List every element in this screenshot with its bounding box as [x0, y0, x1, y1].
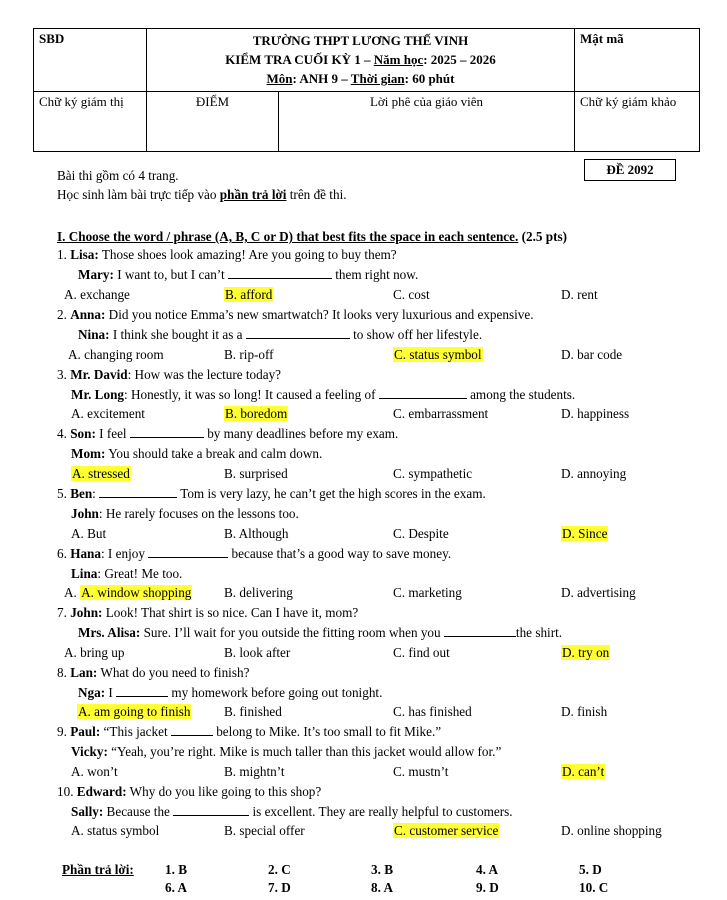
- option-d: D. rent: [561, 287, 598, 302]
- answer-6: 6. A: [165, 880, 187, 895]
- exam-prefix: KIỂM TRA CUỐI KỲ 1 –: [225, 52, 374, 67]
- question-text: : He rarely focuses on the lessons too.: [98, 506, 299, 521]
- answer-blank: [246, 326, 350, 339]
- question-1-line-2: [78, 266, 418, 283]
- question-1-line-1: [57, 246, 397, 263]
- school-cell: [147, 29, 575, 92]
- option-b: B. rip-off: [224, 347, 274, 362]
- option-d: [561, 525, 608, 542]
- question-8-line-1: [57, 664, 249, 681]
- answer-7: 7. D: [268, 880, 291, 895]
- option-d-highlighted: D. Since: [562, 526, 608, 541]
- option-d-highlighted: D. try on: [562, 645, 610, 660]
- answer-10: 10. C: [579, 880, 609, 895]
- question-text: because that’s a good way to save money.: [228, 546, 452, 561]
- answer-8: 8. A: [371, 880, 393, 895]
- option-c: C. find out: [393, 645, 450, 660]
- speaker: Mrs. Alisa:: [78, 625, 141, 640]
- question-text: my homework before going out tonight.: [168, 685, 383, 700]
- question-text: : I enjoy: [100, 546, 149, 561]
- question-7-line-2: [78, 624, 562, 641]
- option-c: [393, 822, 499, 839]
- answer-blank: [173, 803, 249, 816]
- option-a: A. exchange: [64, 287, 130, 302]
- option-d-highlighted: D. can’t: [562, 764, 605, 779]
- sbd-label: SBD: [39, 31, 65, 46]
- option-c: [393, 346, 483, 363]
- question-2-line-2: [78, 326, 482, 343]
- answer-5: 5. D: [579, 862, 602, 877]
- question-text: Why do you like going to this shop?: [126, 784, 322, 799]
- option-a-highlighted: A. am going to finish: [78, 704, 191, 719]
- option-d: [561, 763, 605, 780]
- question-text: “This jacket: [100, 724, 171, 739]
- exam-code-box: ĐỀ 2092: [584, 159, 676, 181]
- question-text: : How was the lecture today?: [127, 367, 282, 382]
- speaker: Sally:: [71, 804, 104, 819]
- question-5-line-2: [71, 505, 299, 522]
- answer-blank: [171, 723, 213, 736]
- option-a: A. excitement: [71, 406, 145, 421]
- option-b: B. Although: [224, 526, 289, 541]
- code-cell: [575, 29, 700, 92]
- subject-line: [152, 69, 569, 88]
- instr-suffix: trên đề thi.: [286, 187, 347, 202]
- option-a: A. bring up: [64, 645, 125, 660]
- question-7-line-1: [57, 604, 358, 621]
- speaker: Hana: [70, 546, 101, 561]
- option-b-highlighted: B. afford: [225, 287, 273, 302]
- option-d: D. annoying: [561, 466, 627, 481]
- question-4-line-1: [57, 425, 398, 442]
- speaker: Mom:: [71, 446, 106, 461]
- option-d: D. finish: [561, 704, 608, 719]
- question-number: 6.: [57, 546, 71, 561]
- intro-instruction: [57, 187, 347, 203]
- answer-9: 9. D: [476, 880, 499, 895]
- question-4-line-2: [71, 445, 322, 462]
- score-label: ĐIỂM: [195, 94, 230, 109]
- speaker: Anna:: [70, 307, 106, 322]
- option-b: [224, 405, 288, 422]
- answer-blank: [130, 425, 204, 438]
- question-5-line-1: [57, 485, 486, 502]
- answer-blank: [148, 545, 228, 558]
- question-10-line-2: [71, 803, 513, 820]
- school-name: TRƯỜNG THPT LƯƠNG THẾ VINH: [252, 33, 469, 48]
- teacher-comment-label: Lời phê của giáo viên: [369, 94, 483, 109]
- section-points: (2.5 pts): [518, 229, 568, 244]
- speaker: Son:: [70, 426, 96, 441]
- answer-2: 2. C: [268, 862, 291, 877]
- option-c: C. mustn’t: [393, 764, 449, 779]
- question-number: 2.: [57, 307, 71, 322]
- question-text: What do you need to finish?: [97, 665, 250, 680]
- speaker: Mr. David: [70, 367, 128, 382]
- answer-key-label: Phần trả lời:: [62, 862, 134, 877]
- exam-term: [152, 50, 569, 69]
- question-text: is excellent. They are really helpful to customers.: [249, 804, 513, 819]
- option-a-highlighted: A. stressed: [72, 466, 130, 481]
- question-number: 10.: [57, 784, 77, 799]
- speaker: Vicky:: [71, 744, 108, 759]
- option-a: [71, 465, 131, 482]
- speaker: Nina:: [78, 327, 110, 342]
- question-number: 8.: [57, 665, 71, 680]
- question-text: You should take a break and calm down.: [105, 446, 323, 461]
- option-b: B. surprised: [224, 466, 288, 481]
- question-text: to show off her lifestyle.: [349, 327, 483, 342]
- exam-header-table: [33, 28, 700, 152]
- sbd-cell: [34, 29, 147, 92]
- option-d: D. bar code: [561, 347, 623, 362]
- option-d: D. happiness: [561, 406, 630, 421]
- score-cell: [147, 92, 279, 152]
- code-label: Mật mã: [580, 31, 624, 46]
- question-text: Those shoes look amazing! Are you going to buy them?: [98, 247, 397, 262]
- option-a: A. won’t: [71, 764, 118, 779]
- option-c: C. Despite: [393, 526, 449, 541]
- option-b: B. special offer: [224, 823, 305, 838]
- examiner-signature-label: Chữ ký giám khảo: [580, 94, 677, 109]
- option-b-highlighted: B. boredom: [225, 406, 288, 421]
- proctor-signature-cell: [34, 92, 147, 152]
- instr-prefix: Học sinh làm bài trực tiếp vào: [57, 187, 220, 202]
- question-text: I: [105, 685, 117, 700]
- proctor-signature-label: Chữ ký giám thị: [39, 94, 124, 109]
- question-8-line-2: [78, 684, 382, 701]
- option-b: B. look after: [224, 645, 291, 660]
- answer-3: 3. B: [371, 862, 393, 877]
- time-label: Thời gian: [350, 71, 405, 86]
- question-6-line-2: [71, 565, 182, 582]
- option-b: [224, 286, 273, 303]
- question-number: 7.: [57, 605, 71, 620]
- question-text: :: [92, 486, 100, 501]
- question-number: 3.: [57, 367, 71, 382]
- year-value: : 2025 – 2026: [423, 52, 496, 67]
- question-2-line-1: [57, 306, 534, 323]
- instr-bold: phần trả lời: [219, 187, 287, 202]
- option-c: C. cost: [393, 287, 430, 302]
- teacher-comment-cell: [279, 92, 575, 152]
- question-text: Because the: [103, 804, 174, 819]
- option-b: B. finished: [224, 704, 282, 719]
- answer-blank: [116, 684, 168, 697]
- question-3-line-1: [57, 366, 281, 383]
- speaker: John:: [70, 605, 103, 620]
- option-c-highlighted: C. customer service: [394, 823, 499, 838]
- question-text: Tom is very lazy, he can’t get the high scores in the exam.: [177, 486, 486, 501]
- option-a: A. status symbol: [71, 823, 160, 838]
- question-text: I want to, but I can’t: [113, 267, 228, 282]
- question-text: : Honestly, it was so long! It caused a feeling of: [124, 387, 379, 402]
- question-text: Sure. I’ll wait for you outside the fitting room when you: [140, 625, 444, 640]
- answer-blank: [379, 386, 467, 399]
- question-text: the shirt.: [515, 625, 563, 640]
- question-text: I feel: [95, 426, 130, 441]
- speaker: Mary:: [78, 267, 114, 282]
- option-d: D. online shopping: [561, 823, 662, 838]
- answer-blank: [228, 266, 332, 279]
- question-text: Did you notice Emma’s new smartwatch? It looks very luxurious and expensive.: [105, 307, 534, 322]
- option-d: D. advertising: [561, 585, 636, 600]
- option-d: [561, 644, 610, 661]
- question-text: belong to Mike. It’s too small to fit Mike.”: [212, 724, 442, 739]
- speaker: Ben: [70, 486, 93, 501]
- option-a-highlighted: A. window shopping: [81, 585, 192, 600]
- intro-pages: Bài thi gồm có 4 trang.: [57, 168, 179, 183]
- question-text: “Yeah, you’re right. Mike is much taller than this jacket would allow for.”: [107, 744, 502, 759]
- answer-blank: [99, 485, 177, 498]
- question-9-line-1: [57, 723, 441, 740]
- year-label: Năm học: [373, 52, 424, 67]
- option-c: C. embarrassment: [393, 406, 489, 421]
- question-number: 1.: [57, 247, 71, 262]
- option-a: A. changing room: [68, 347, 164, 362]
- question-6-line-1: [57, 545, 451, 562]
- speaker: Paul:: [70, 724, 101, 739]
- speaker: Lina: [71, 566, 98, 581]
- option-a: [77, 703, 191, 720]
- question-text: I think she bought it as a: [109, 327, 246, 342]
- examiner-signature-cell: [575, 92, 700, 152]
- option-c: C. sympathetic: [393, 466, 473, 481]
- option-c: C. has finished: [393, 704, 472, 719]
- speaker: Nga:: [78, 685, 106, 700]
- speaker: Lan:: [70, 665, 98, 680]
- option-c-highlighted: C. status symbol: [394, 347, 482, 362]
- option-c: C. marketing: [393, 585, 462, 600]
- question-text: : Great! Me too.: [97, 566, 183, 581]
- option-b: B. mightn’t: [224, 764, 285, 779]
- option-a: A. A. window shopping: [64, 585, 192, 600]
- question-text: them right now.: [331, 267, 419, 282]
- section-title-text: I. Choose the word / phrase (A, B, C or D) that best fits the space in each sentence.: [57, 229, 519, 244]
- question-3-line-2: [71, 386, 575, 403]
- option-b: B. delivering: [224, 585, 293, 600]
- option-a: A. But: [71, 526, 107, 541]
- question-text: among the students.: [466, 387, 576, 402]
- question-9-line-2: [71, 743, 501, 760]
- answer-blank: [444, 624, 516, 637]
- question-text: by many deadlines before my exam.: [203, 426, 399, 441]
- subject-label: Môn: [266, 71, 293, 86]
- speaker: Lisa:: [70, 247, 99, 262]
- speaker: Mr. Long: [71, 387, 124, 402]
- question-10-line-1: [57, 783, 321, 800]
- answer-4: 4. A: [476, 862, 498, 877]
- section-title: [57, 229, 567, 245]
- answer-1: 1. B: [165, 862, 187, 877]
- time-value: : 60 phút: [404, 71, 455, 86]
- question-text: Look! That shirt is so nice. Can I have it, mom?: [102, 605, 359, 620]
- question-number: 4.: [57, 426, 71, 441]
- question-number: 9.: [57, 724, 71, 739]
- question-number: 5.: [57, 486, 71, 501]
- speaker: Edward:: [76, 784, 127, 799]
- speaker: John: [71, 506, 99, 521]
- subject-value: : ANH 9 –: [292, 71, 351, 86]
